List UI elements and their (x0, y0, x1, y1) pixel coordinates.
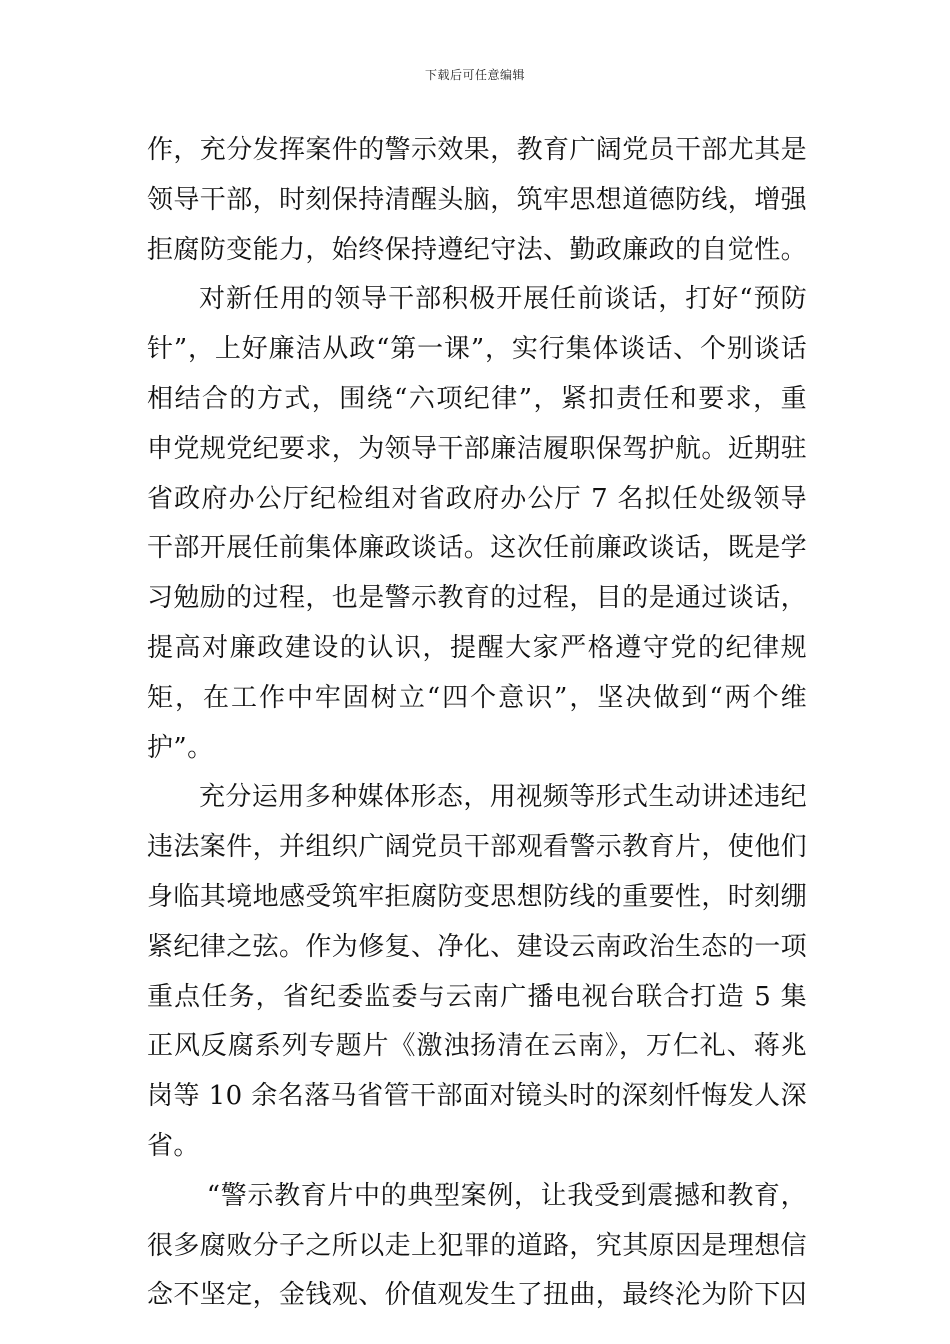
paragraph-3: 充分运用多种媒体形态，用视频等形式生动讲述违纪违法案件，并组织广阔党员干部观看警示教育片，使他们身临其境地感受筑牢拒腐防变思想防线的重要性，时刻绷紧纪律之弦。作为修复、净化、建设云南政治生态的一项重点任务，省纪委监委与云南广播电视台联合打造 5 集正风反腐系列专题片《激浊扬清在云南》，万仁礼、蒋兆岗等 10 余名落马省管干部面对镜头时的深刻忏悔发人深省。 (147, 782, 808, 1161)
paragraph-4: “警示教育片中的典型案例，让我受到震撼和教育，很多腐败分子之所以走上犯罪的道路，究其原因是理想信念不坚定，金钱观、价值观发生了扭曲，最终沦为阶下囚 (147, 1180, 808, 1311)
paragraph-2: 对新任用的领导干部积极开展任前谈话，打好“预防针”，上好廉洁从政“第一课”，实行集体谈话、个别谈话相结合的方式，围绕“六项纪律”，紧扣责任和要求，重申党规党纪要求，为领导干部廉洁履职保驾护航。近期驻省政府办公厅纪检组对省政府办公厅 7 名拟任处级领导干部开展任前集体廉政谈话。这次任前廉政谈话，既是学习勉励的过程，也是警示教育的过程，目的是通过谈话，提高对廉政建设的认识，提醒大家严格遵守党的纪律规矩，在工作中牢固树立“四个意识”，坚决做到“两个维护”。 (147, 284, 808, 763)
paragraph-1: 作，充分发挥案件的警示效果，教育广阔党员干部尤其是领导干部，时刻保持清醒头脑，筑牢思想道德防线，增强拒腐防变能力，始终保持遵纪守法、勤政廉政的自觉性。 (147, 135, 808, 265)
header-note: 下载后可任意编辑 (424, 68, 525, 82)
document-body (147, 126, 807, 1321)
